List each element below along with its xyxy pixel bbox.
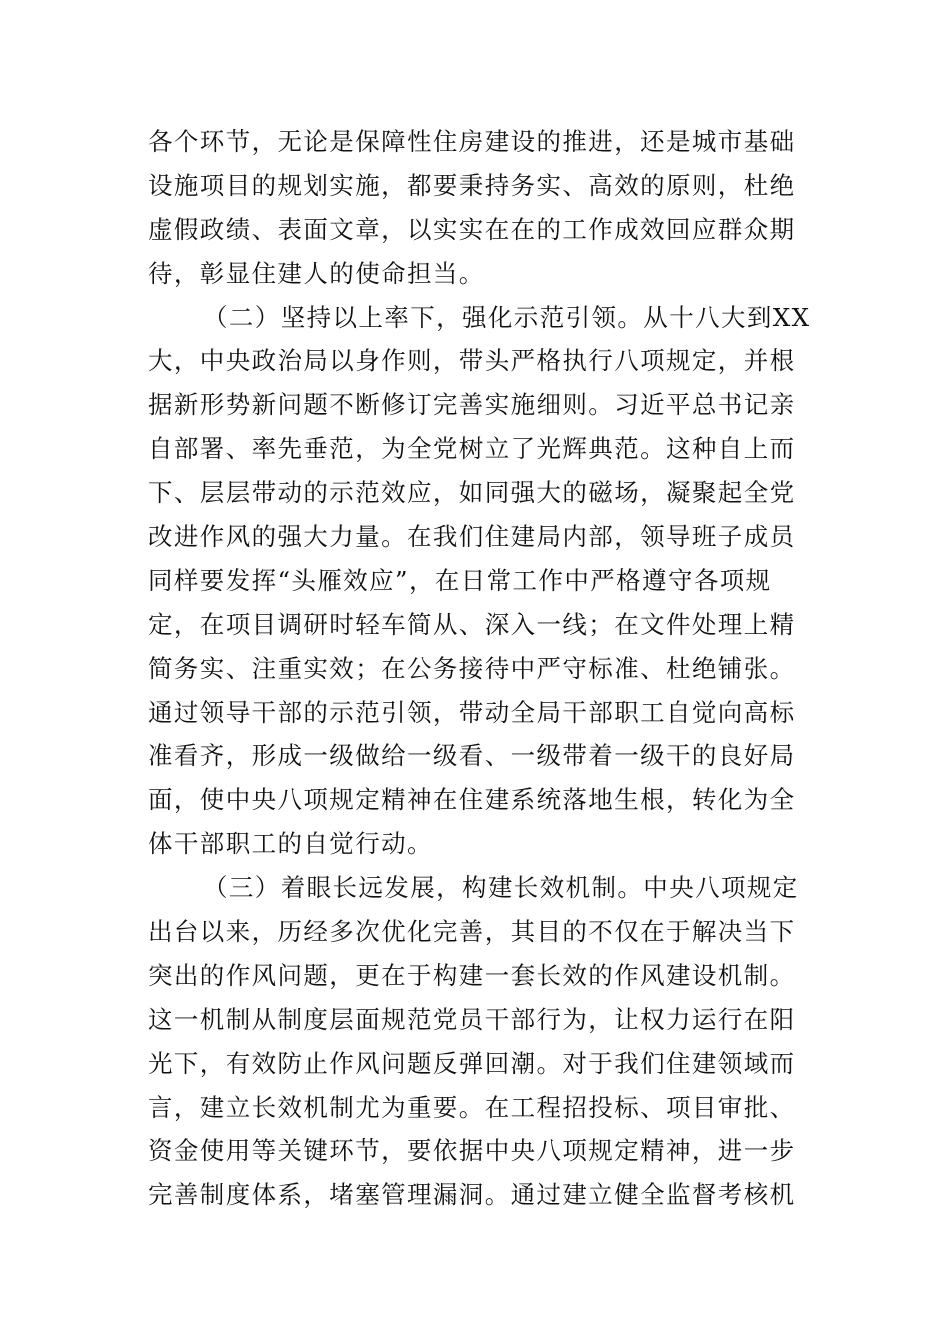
text-line: 出台以来，历经多次优化完善，其目的不仅在于解决当下 [148,917,796,947]
text-line: 下、层层带动的示范效应，如同强大的磁场，凝聚起全党 [148,478,796,508]
text-line: 体干部职工的自觉行动。 [148,829,433,859]
text-line: 通过领导干部的示范引领，带动全局干部职工自觉向高标 [148,697,796,727]
section-heading-line: （三）着眼长远发展，构建长效机制。中央八项规定 [203,873,799,903]
text-line: 突出的作风问题，更在于构建一套长效的作风建设机制。 [148,960,796,990]
text-line: 大，中央政治局以身作则，带头严格执行八项规定，并根 [148,346,796,376]
text-line: 待，彰显住建人的使命担当。 [148,258,485,288]
text-line: 光下，有效防止作风问题反弹回潮。对于我们住建领域而 [148,1048,796,1078]
text-line: 资金使用等关键环节，要依据中央八项规定精神，进一步 [148,1136,796,1166]
text-line: 面，使中央八项规定精神在住建系统落地生根，转化为全 [148,785,796,815]
body-text [148,120,811,1217]
section-heading-line: （二）坚持以上率下，强化示范引领。从十八大到XX [203,302,811,332]
text-line: 同样要发挥“头雁效应”，在日常工作中严格遵守各项规 [148,565,772,595]
text-line: 设施项目的规划实施，都要秉持务实、高效的原则，杜绝 [148,170,796,200]
text-line: 言，建立长效机制尤为重要。在工程招投标、项目审批、 [148,1092,796,1122]
text-line: 准看齐，形成一级做给一级看、一级带着一级干的良好局 [148,741,796,771]
text-line: 虚假政绩、表面文章，以实实在在的工作成效回应群众期 [148,214,796,244]
text-line: 这一机制从制度层面规范党员干部行为，让权力运行在阳 [148,1004,796,1034]
text-line: 据新形势新问题不断修订完善实施细则。习近平总书记亲 [148,390,796,420]
text-line: 各个环节，无论是保障性住房建设的推进，还是城市基础 [148,127,796,156]
text-line: 简务实、注重实效；在公务接待中严守标准、杜绝铺张。 [148,653,796,683]
text-line: 改进作风的强大力量。在我们住建局内部，领导班子成员 [148,522,796,552]
text-line: 完善制度体系，堵塞管理漏洞。通过建立健全监督考核机 [148,1180,796,1210]
text-line: 自部署、率先垂范，为全党树立了光辉典范。这种自上而 [148,434,796,464]
text-line: 定，在项目调研时轻车简从、深入一线；在文件处理上精 [148,609,796,639]
